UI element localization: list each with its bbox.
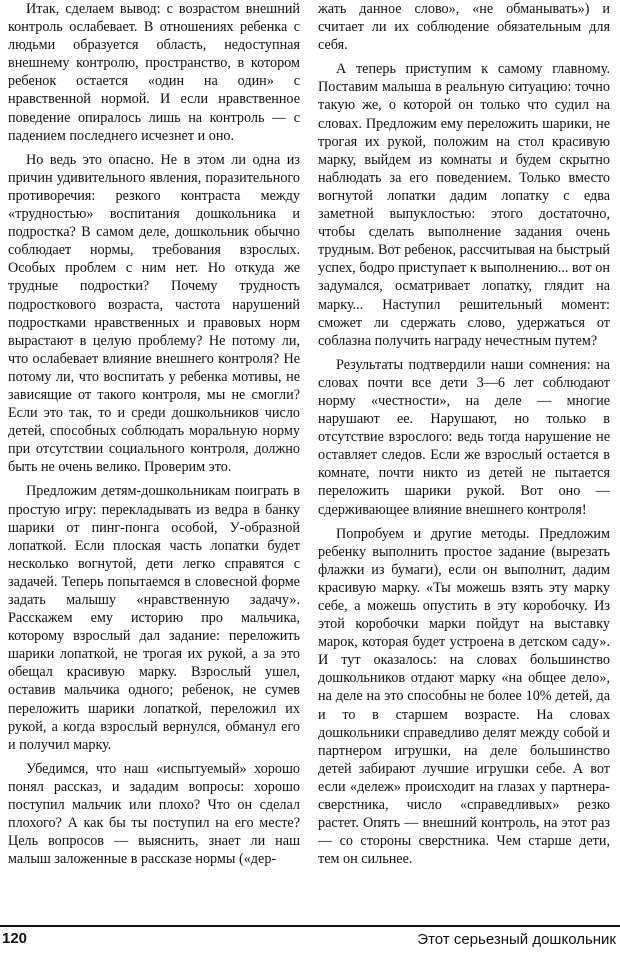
running-title: Этот серьезный дошкольник <box>417 931 616 948</box>
paragraph: Результаты подтвердили наши сомнения: на словах почти все дети 3—6 лет соблюдают норму «честности», на деле — многие нарушают ее. Нарушают, но только в отсутствие взрослого: ведь тогда нарушение не оставляет следов. Если же взрослый остается в комнате, почти никто из детей не пытается переложить шарики рукой. Вот оно — сдерживающее влияние внешнего контроля! <box>318 356 610 518</box>
left-text-column <box>8 0 300 868</box>
footer-rule <box>0 925 620 927</box>
right-text-column <box>318 0 610 868</box>
paragraph: Итак, сделаем вывод: с возрастом внешний контроль ослабевает. В отношениях ребенка с людьми образуется область, недоступная внешнему контролю, пространство, в котором ребенок остается «один на один» с нравственной нормой. И если нравственное поведение опиралось лишь на контроль — с падением последнего исчезнет и оно. <box>8 1 300 144</box>
paragraph-continuation: жать данное слово», «не обманывать») и считает ли их соблюдение обязательным для себя. <box>318 1 610 54</box>
paragraph: Но ведь это опасно. Не в этом ли одна из причин удивительного явления, поразительного противоречия: резкого контраста между «трудностью» воспитания дошкольника и подростка? В самом деле, дошкольник обычно соблюдает нормы, требования взрослых. Особых проблем с ним нет. Но откуда же трудные подростки? Почему трудность подросткового возраста, частота нарушений подростками нравственных и правовых норм вырастают в целую проблему? Не потому ли, что ослабевает влияние внешнего контроля? Не потому ли, что воспитать у ребенка мотивы, не зависящие от такого контроля, мы не смогли? Если это так, то и среди дошкольников число детей, способных соблюдать моральную норму при отсутствии социального контроля, должно быть не очень велико. Проверим это. <box>8 151 300 476</box>
page-number: 120 <box>2 930 28 947</box>
paragraph: Попробуем и другие методы. Предложим ребенку выполнить простое задание (вырезать флажки из бумаги), если он выполнит, дадим красивую марку. «Ты можешь взять эту марку себе, а можешь опустить в эту коробочку. Из этой коробочки марки пойдут на выставку марок, которая будет устроена в детском саду». И тут оказалось: на словах большинство дошкольников отдают марку «на общее дело», на деле на это способны не более 10% детей, да и то в старшем возрасте. На словах дошкольники справедливо делят между собой и партнером игрушки, на деле большинство детей забирают лучшие игрушки себе. А вот если «дележ» происходит на глазах у партнера-сверстника, число «справедливых» резко растет. Опять — внешний контроль, на этот раз — со стороны сверстника. Чем старше дети, тем он сильнее. <box>318 525 610 868</box>
paragraph: А теперь приступим к самому главному. Поставим малыша в реальную ситуацию: точно такую же, о которой он только что судил на словах. Предложим ему переложить шарики, не трогая их рукой, положим на стол красивую марку, выйдем из комнаты и будем скрытно наблюдать за его поведением. Только вместо вогнутой лопатки дадим лопатку с едва заметной выпуклостью: этого достаточно, чтобы сделать выполнение задания очень трудным. Вот ребенок, рассчитывая на быстрый успех, бодро приступает к выполнению... вот он задумался, осматривает лопатку, глядит на марку... Наступил решительный момент: сможет ли сдержать слово, удержаться от соблазна получить награду нечестным путем? <box>318 61 610 349</box>
paragraph: Убедимся, что наш «испытуемый» хорошо понял рассказ, и зададим вопросы: хорошо поступил мальчик или плохо? Что он сделал плохого? А как бы ты поступил на его месте? Цель вопросов — выяснить, знает ли наш малыш заложенные в рассказе нормы («дер- <box>8 760 300 868</box>
paragraph: Предложим детям-дошкольникам поиграть в простую игру: перекладывать из ведра в банку шарики от пинг-понга особой, У-образной лопаткой. Если плоская часть лопатки будет несколько вогнутой, дети легко справятся с задачей. Теперь попытаемся в словесной форме задать малышу «нравственную задачу». Расскажем ему историю про мальчика, которому взрослый дал задание: переложить шарики лопаткой, не трогая их рукой, а за это обещал красивую марку. Взрослый ушел, оставив мальчика одного; ребенок, не сумев переложить шарики лопаткой, переложил их рукой, а когда взрослый вернулся, обманул его и получил марку. <box>8 483 300 753</box>
